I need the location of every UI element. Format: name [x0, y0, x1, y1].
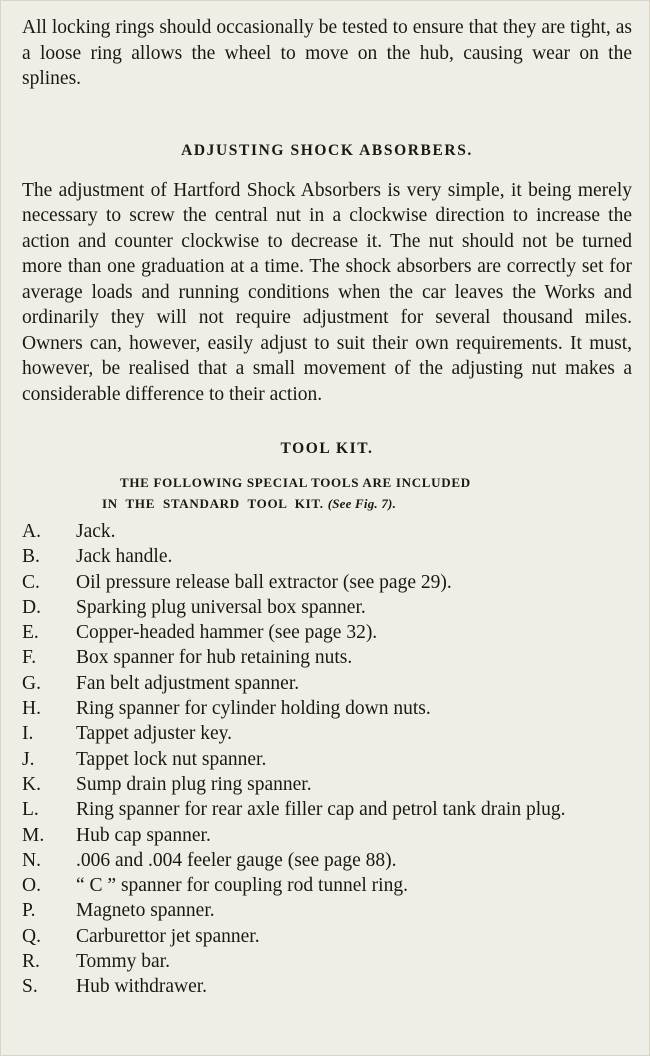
tool-item-text: Hub cap spanner.	[76, 824, 211, 846]
tool-item-text: Sump drain plug ring spanner.	[76, 773, 312, 795]
tool-item-text: Tappet lock nut spanner.	[76, 748, 267, 770]
tool-item-letter: I.	[22, 723, 34, 745]
tool-item-letter: C.	[22, 571, 40, 593]
tool-list-item	[22, 797, 632, 822]
tool-item-text: Sparking plug universal box spanner.	[76, 596, 366, 618]
tool-item-letter: N.	[22, 849, 41, 871]
tool-list-item	[22, 949, 632, 974]
tool-list-item	[22, 898, 632, 923]
tool-item-text: Hub withdrawer.	[76, 976, 208, 998]
tool-list-item	[22, 620, 632, 645]
tool-item-letter: M.	[22, 824, 45, 846]
tool-item-text: Jack handle.	[76, 546, 173, 568]
tool-kit-subheading-line2-row	[102, 493, 632, 514]
tool-list-item	[22, 671, 632, 696]
intro-paragraph: All locking rings should occasionally be tested to ensure that they are tight, as a loose ring allows the wheel to move on the hub, causing wear on the splines.	[22, 17, 632, 89]
tool-list-item	[22, 721, 632, 746]
tool-list-item	[22, 595, 632, 620]
page-content	[22, 15, 632, 1000]
tool-item-letter: Q.	[22, 925, 41, 947]
tool-item-letter: S.	[22, 976, 38, 998]
tool-kit-subheading-line1: THE FOLLOWING SPECIAL TOOLS ARE INCLUDED	[120, 475, 471, 490]
tool-item-text: Ring spanner for rear axle filler cap and petrol tank drain plug.	[76, 799, 566, 821]
tool-item-text: Ring spanner for cylinder holding down nuts.	[76, 698, 431, 720]
tool-item-letter: O.	[22, 875, 41, 897]
tool-item-letter: K.	[22, 773, 41, 795]
tool-list	[22, 519, 632, 1000]
tool-item-text: Fan belt adjustment spanner.	[76, 672, 300, 694]
tool-item-letter: A.	[22, 521, 41, 542]
tool-list-item	[22, 772, 632, 797]
tool-item-letter: F.	[22, 647, 37, 669]
tool-list-item	[22, 696, 632, 721]
shock-absorbers-heading: ADJUSTING SHOCK ABSORBERS.	[181, 141, 473, 159]
figure-reference: (See Fig. 7).	[327, 496, 397, 511]
tool-item-letter: B.	[22, 546, 40, 568]
tool-list-item	[22, 924, 632, 949]
tool-item-text: Oil pressure release ball extractor (see page 29).	[76, 571, 452, 593]
tool-item-text: Carburettor jet spanner.	[76, 925, 260, 947]
tool-item-letter: P.	[22, 900, 36, 922]
tool-item-text: Tappet adjuster key.	[76, 723, 233, 745]
tool-item-text: .006 and .004 feeler gauge (see page 88).	[76, 849, 397, 871]
tool-list-item	[22, 645, 632, 670]
tool-list-item	[22, 544, 632, 569]
tool-list-item	[22, 848, 632, 873]
tool-item-letter: G.	[22, 672, 41, 694]
tool-item-letter: L.	[22, 799, 39, 821]
tool-item-letter: E.	[22, 622, 39, 644]
tool-item-text: Tommy bar.	[76, 951, 170, 973]
tool-item-text: Copper-headed hammer (see page 32).	[76, 622, 378, 644]
tool-kit-subheading-line2: IN THE STANDARD TOOL KIT.	[102, 496, 324, 511]
tool-item-letter: D.	[22, 596, 41, 618]
tool-kit-subheading	[22, 472, 632, 514]
tool-list-item	[22, 747, 632, 772]
tool-item-letter: R.	[22, 951, 40, 973]
tool-list-item	[22, 974, 632, 999]
tool-item-text: “ C ” spanner for coupling rod tunnel ring.	[76, 875, 408, 897]
tool-kit-heading: TOOL KIT.	[280, 440, 374, 457]
tool-item-text: Jack.	[76, 521, 116, 542]
tool-list-item	[22, 823, 632, 848]
tool-list-item	[22, 570, 632, 595]
tool-list-item	[22, 519, 632, 544]
tool-item-letter: H.	[22, 698, 41, 720]
tool-list-item	[22, 873, 632, 898]
shock-absorbers-paragraph: The adjustment of Hartford Shock Absorbers is very simple, it being merely necessary to screw the central nut in a clockwise direction to increase the action and counter clockwise to decrease it. The nut should not be turned more than one graduation at a time. The shock absorbers are correctly set for average loads and running conditions when the car leaves the Works and ordinarily they will not require adjustment for several thousand miles. Owners can, however, easily adjust to suit their own requirements. It must, however, be realised that a small movement of the adjusting nut makes a considerable difference to their action.	[22, 179, 632, 405]
tool-item-text: Box spanner for hub retaining nuts.	[76, 647, 353, 669]
tool-item-letter: J.	[22, 748, 35, 770]
tool-item-text: Magneto spanner.	[76, 900, 215, 922]
